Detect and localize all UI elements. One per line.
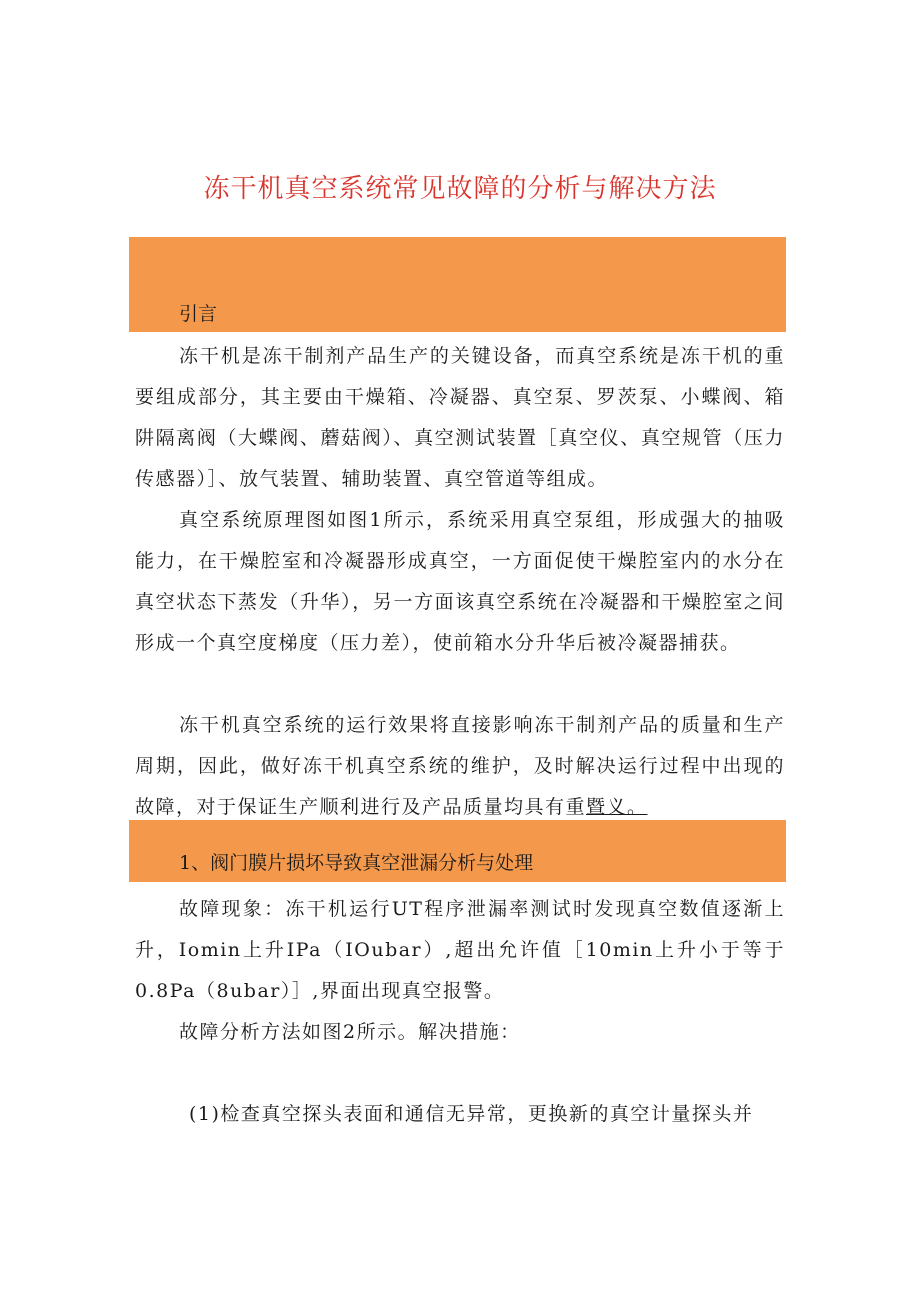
solution-step-1: (1)检查真空探头表面和通信无异常，更换新的真空计量探头并 <box>189 1103 754 1125</box>
section-1-heading: 1、阀门膜片损坏导致真空泄漏分析与处理 <box>179 852 534 874</box>
intro-paragraph-3 <box>135 705 785 828</box>
intro-paragraph-3-text: 冻干机真空系统的运行效果将直接影响冻干制剂产品的质量和生产周期，因此，做好冻干机真空系统的维护，及时解决运行过程中出现的故障，对于保证生产顺利进行及产品质量均具有重 <box>135 714 785 818</box>
document-title: 冻干机真空系统常见故障的分析与解决方法 <box>203 174 717 204</box>
intro-paragraph-1: 冻干机是冻干制剂产品生产的关键设备，而真空系统是冻干机的重要组成部分，其主要由干燥箱、冷凝器、真空泵、罗茨泵、小蝶阀、箱阱隔离阀（大蝶阀、蘑菇阀）、真空测试装置［真空仪、真空规管（压力传感器）］、放气装置、辅助装置、真空管道等组成。 <box>135 345 785 490</box>
fault-symptom-paragraph: 故障现象：冻干机运行UT程序泄漏率测试时发现真空数值逐渐上升，Iomin上升IPa（IOubar）,超出允许值［10min上升小于等于0.8Pa（8ubar）］,界面出现真空报警。 <box>135 898 785 1002</box>
intro-heading-band <box>129 237 786 332</box>
intro-paragraph-3-underlined: 暨义。 <box>586 796 648 818</box>
intro-paragraph-2: 真空系统原理图如图1所示，系统采用真空泵组，形成强大的抽吸能力，在干燥腔室和冷凝器形成真空，一方面促使干燥腔室内的水分在真空状态下蒸发（升华），另一方面该真空系统在冷凝器和干燥腔室之间形成一个真空度梯度（压力差），使前箱水分升华后被冷凝器捕获。 <box>135 509 785 654</box>
fault-analysis-paragraph: 故障分析方法如图2所示。解决措施： <box>179 1021 521 1043</box>
section-1-heading-band <box>129 820 786 882</box>
intro-heading: 引言 <box>179 303 218 325</box>
